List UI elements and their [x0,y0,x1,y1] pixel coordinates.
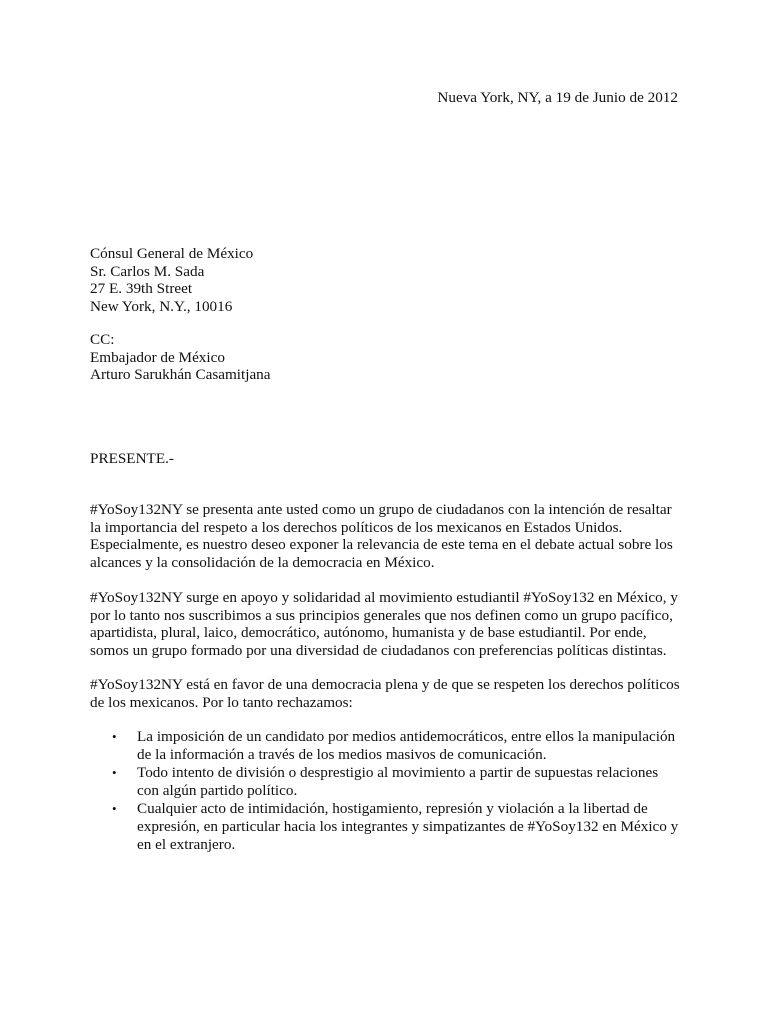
list-item-line: de la información a través de los medios masivos de comunicación. [137,745,547,763]
bullet-icon: • [112,765,117,781]
paragraph-line: #YoSoy132NY surge en apoyo y solidaridad al movimiento estudiantil #YoSoy132 en México, y [90,589,678,606]
cc-label: CC: [90,331,115,348]
list-item [90,800,690,853]
bullet-icon: • [112,729,117,744]
list-item-line: Todo intento de división o desprestigio al movimiento a partir de supuestas relaciones [137,764,659,782]
rejections-list [90,728,690,854]
paragraph-stance [90,676,680,711]
paragraph-line: por lo tanto nos suscribimos a sus principios generales que nos definen como un grupo pacífico, [90,606,673,624]
list-item [90,764,690,799]
paragraph-line: #YoSoy132NY se presenta ante usted como un grupo de ciudadanos con la intención de resaltar [90,501,672,518]
addressee-name: Sr. Carlos M. Sada [90,262,205,280]
paragraph-line: #YoSoy132NY está en favor de una democracia plena y de que se respeten los derechos políticos [90,676,680,693]
list-item [90,728,690,763]
list-item-line: en el extranjero. [137,835,236,853]
paragraph-line: Especialmente, es nuestro deseo exponer la relevancia de este tema en el debate actual sobre los [90,536,673,554]
cc-block [90,331,680,384]
list-item-line: Cualquier acto de intimidación, hostigamiento, represión y violación a la libertad de [137,800,648,818]
list-item-line: con algún partido político. [137,781,298,799]
addressee-block [90,245,680,315]
paragraph-principles [90,589,680,659]
paragraph-line: de los mexicanos. Por lo tanto rechazamos: [90,693,353,711]
paragraph-intro [90,501,680,571]
list-item-line: expresión, en particular hacia los integrantes y simpatizantes de #YoSoy132 en México y [137,817,679,835]
list-item-line: La imposición de un candidato por medios antidemocráticos, entre ellos la manipulación [137,728,676,745]
addressee-street: 27 E. 39th Street [90,280,193,298]
paragraph-line: apartidista, plural, laico, democrático, autónomo, humanista y de base estudiantil. Por ende, [90,624,647,642]
addressee-title: Cónsul General de México [90,245,254,262]
cc-title: Embajador de México [90,348,225,366]
paragraph-line: somos un grupo formado por una diversidad de ciudadanos con preferencias políticas distintas. [90,641,667,659]
paragraph-line: alcances y la consolidación de la democracia en México. [90,553,435,571]
cc-name: Arturo Sarukhán Casamitjana [90,366,271,384]
bullet-icon: • [112,801,117,817]
paragraph-line: la importancia del respeto a los derechos políticos de los mexicanos en Estados Unidos. [90,518,623,536]
addressee-city: New York, N.Y., 10016 [90,297,233,315]
salutation: PRESENTE.- [90,450,174,467]
date-line: Nueva York, NY, a 19 de Junio de 2012 [437,89,678,106]
